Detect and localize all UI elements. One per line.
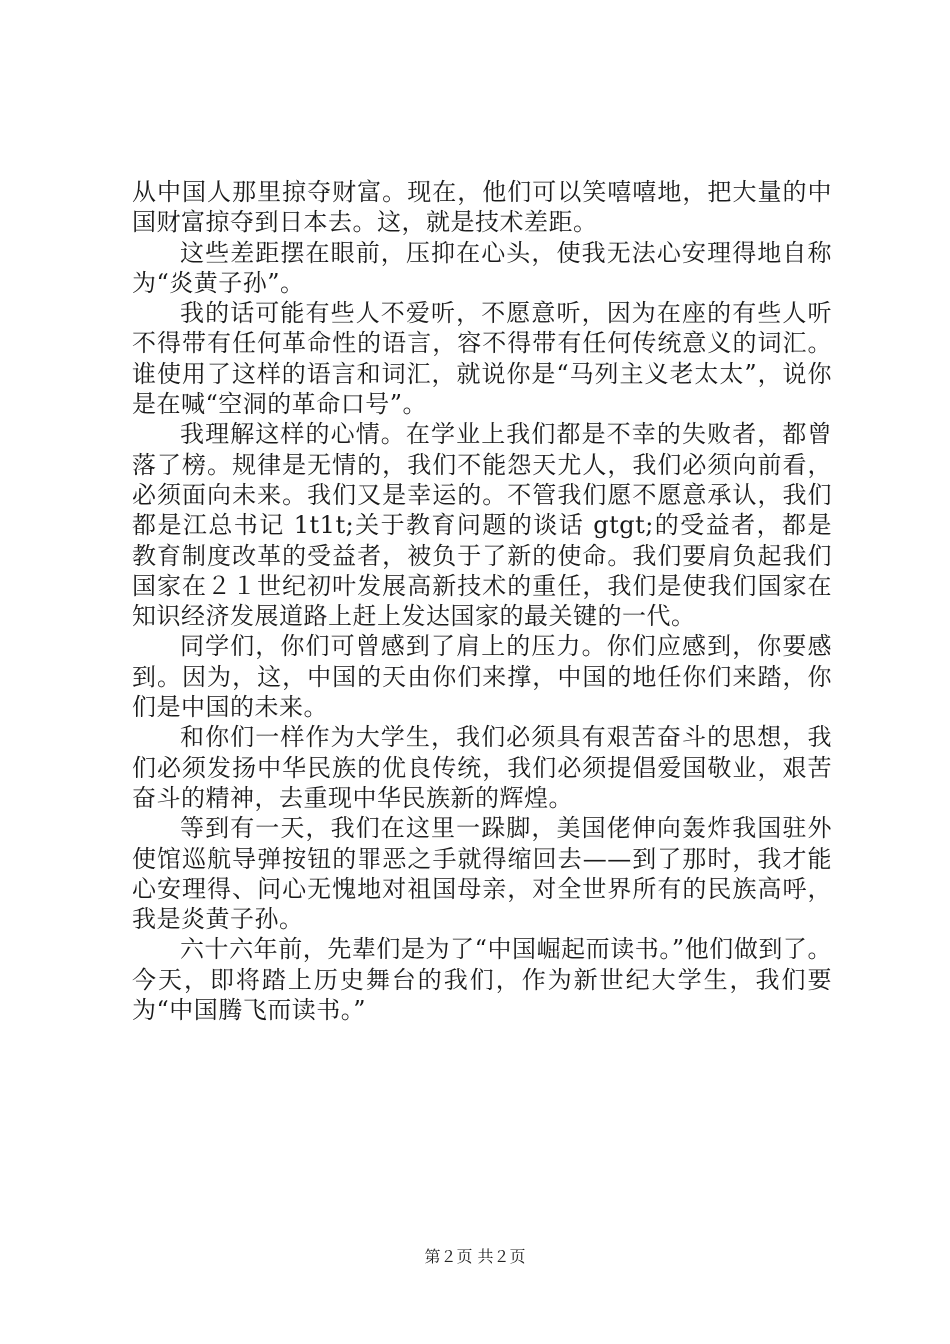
paragraph-1: 从中国人那里掠夺财富。现在，他们可以笑嘻嘻地，把大量的中国财富掠夺到日本去。这，就是技术差距。 [132, 178, 832, 237]
document-body [132, 177, 832, 1025]
paragraph-5: 同学们，你们可曾感到了肩上的压力。你们应感到，你要感到。因为，这，中国的天由你们来撑，中国的地任你们来踏，你们是中国的未来。 [132, 632, 832, 722]
paragraph-2: 这些差距摆在眼前，压抑在心头，使我无法心安理得地自称为“炎黄子孙”。 [132, 238, 832, 297]
paragraph-4: 我理解这样的心情。在学业上我们都是不幸的失败者，都曾落了榜。规律是无情的，我们不能怨天尤人，我们必须向前看，必须面向未来。我们又是幸运的。不管我们愿不愿意承认，我们都是江总书记 1t1t;关于教育问题的谈话 gtgt;的受益者，都是教育制度改革的受益者，被负于了新的使命。我们要肩负起我们国家在２１世纪初叶发展高新技术的重任，我们是使我们国家在知识经济发展道路上赶上发达国家的最关键的一代。 [132, 420, 832, 631]
paragraph-6: 和你们一样作为大学生，我们必须具有艰苦奋斗的思想，我们必须发扬中华民族的优良传统，我们必须提倡爱国敬业，艰苦奋斗的精神，去重现中华民族新的辉煌。 [132, 723, 832, 812]
paragraph-7: 等到有一天，我们在这里一跺脚，美国佬伸向轰炸我国驻外使馆巡航导弹按钮的罪恶之手就得缩回去——到了那时，我才能心安理得、问心无愧地对祖国母亲，对全世界所有的民族高呼，我是炎黄子孙。 [132, 814, 832, 934]
paragraph-8: 六十六年前，先辈们是为了“中国崛起而读书。”他们做到了。今天，即将踏上历史舞台的我们，作为新世纪大学生，我们要为“中国腾飞而读书。” [132, 935, 832, 1025]
page-footer: 第２页 共２页 [424, 1247, 526, 1266]
paragraph-3: 我的话可能有些人不爱听，不愿意听，因为在座的有些人听不得带有任何革命性的语言，容不得带有任何传统意义的词汇。谁使用了这样的语言和词汇，就说你是“马列主义老太太”，说你是在喊“空洞的革命口号”。 [132, 299, 832, 419]
